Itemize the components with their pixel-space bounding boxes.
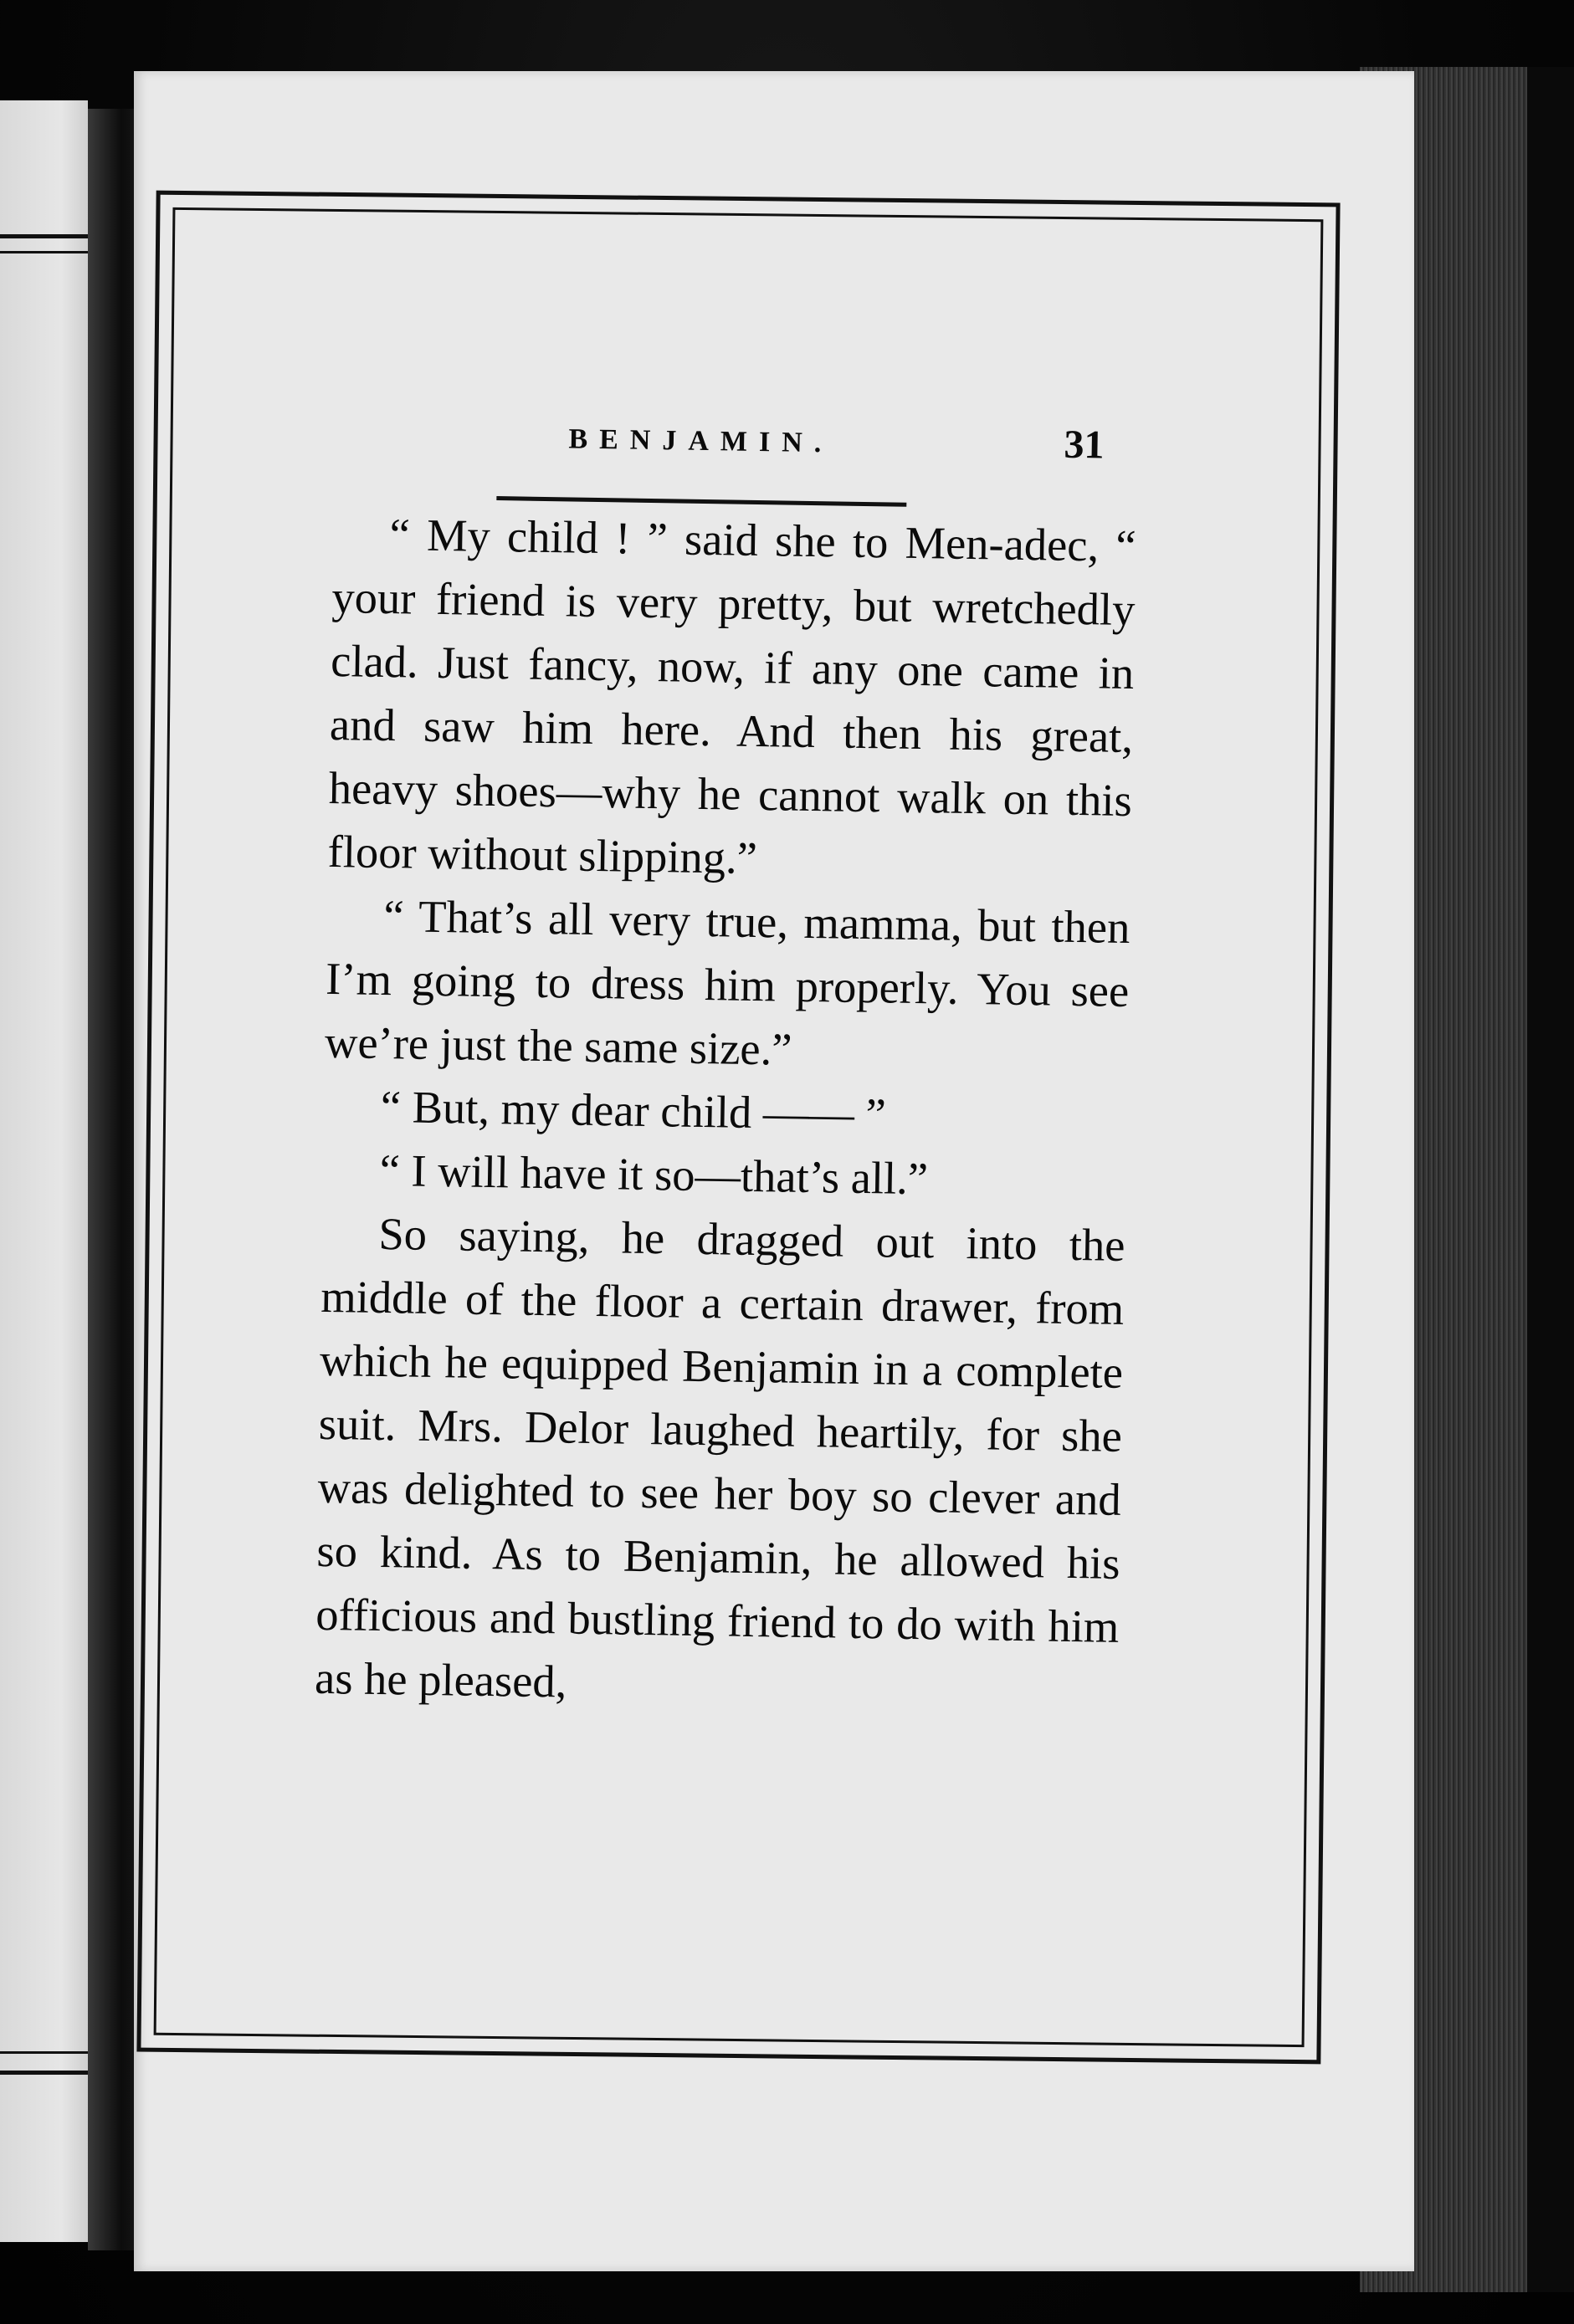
previous-page-inner-border (0, 251, 95, 2054)
paragraph-4: “ I will have it so—that’s all.” (379, 1144, 929, 1205)
running-head-title: BENJAMIN. (568, 423, 833, 459)
paragraph-2: “ That’s all very true, mamma, but then I’m going to dress him properly. You see we’re just the same size.” (324, 889, 1131, 1075)
page-edges-shadow (1527, 67, 1574, 2292)
running-header (334, 410, 1138, 481)
paragraph-1: “ My child ! ” said she to Men-adec, “ your friend is very pretty, but wretchedly clad. Just fancy, now, if any one came in and saw him here. And then his great, heavy shoes—why he cannot walk on this floor without slipping.” (327, 509, 1137, 883)
paragraph-5: So saying, he dragged out into the middle of the floor a certain drawer, from which he equipped Benjamin in a complete suit. Mrs. Delor laughed heartily, for she was delighted to see her boy so clever and so kind. As to Benjamin, he allowed his officious and bustling friend to do with him as he pleased, (314, 1207, 1125, 1707)
paragraph-3: “ But, my dear child —— ” (380, 1080, 887, 1140)
page-text-block (315, 410, 1138, 1723)
page-number: 31 (1064, 422, 1105, 468)
body-text (315, 502, 1137, 1723)
